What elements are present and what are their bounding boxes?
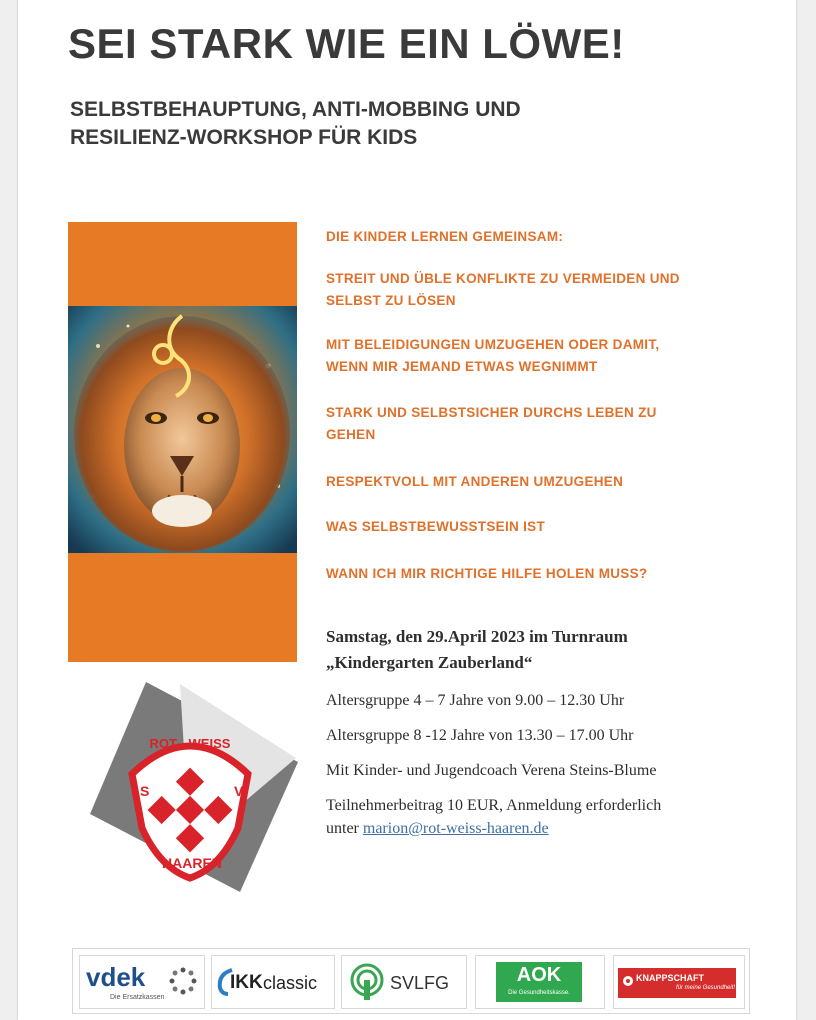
- vdek-ring-icon: [168, 966, 198, 996]
- email-link[interactable]: marion@rot-weiss-haaren.de: [362, 820, 549, 837]
- ikk-logo-bold: IKK: [230, 972, 263, 993]
- club-logo-letter-left: S: [140, 783, 150, 799]
- list-item: WAS SELBSTBEWUSSTSEIN IST: [326, 519, 546, 534]
- club-logo-top-text: ROT - WEISS: [149, 736, 231, 751]
- list-item-line: GEHEN: [326, 427, 376, 442]
- list-item-line: WENN MIR JEMAND ETWAS WEGNIMMT: [326, 359, 598, 374]
- list-item: [326, 334, 736, 378]
- list-item-line: SELBST ZU LÖSEN: [326, 293, 456, 308]
- sponsor-bar: [72, 948, 750, 1014]
- knappschaft-tagline: für meine Gesundheit!: [676, 985, 736, 991]
- knappschaft-circle-icon: [622, 975, 634, 987]
- subtitle-line-2: RESILIENZ-WORKSHOP FÜR KIDS: [70, 126, 418, 149]
- knappschaft-logo-box: [618, 968, 736, 998]
- event-venue-line: „Kindergarten Zauberland“: [326, 653, 533, 672]
- aok-tagline: Die Gesundheitskasse.: [508, 990, 570, 996]
- event-details: [326, 624, 766, 838]
- sponsor-vdek: [79, 955, 205, 1009]
- contact-prefix: unter: [326, 820, 363, 837]
- club-logo-bottom-text: HAAREN: [162, 855, 222, 871]
- orange-panel: [68, 222, 297, 662]
- sponsor-ikk-classic: [211, 955, 335, 1009]
- vdek-tagline: Die Ersatzkassen: [110, 994, 165, 1001]
- vdek-logo-text: vdek: [86, 962, 146, 992]
- event-date-line: Samstag, den 29.April 2023 im Turnraum: [326, 627, 628, 646]
- lion-illustration: [68, 306, 297, 553]
- page-subtitle: [70, 96, 670, 152]
- learning-heading: DIE KINDER LERNEN GEMEINSAM:: [326, 229, 564, 244]
- sponsor-knappschaft: [613, 955, 745, 1009]
- flyer-page: [18, 0, 796, 1020]
- age-group-2: Altersgruppe 8 -12 Jahre von 13.30 – 17.00 Uhr: [326, 727, 634, 744]
- list-item-line: STARK UND SELBSTSICHER DURCHS LEBEN ZU: [326, 405, 657, 420]
- svlfg-leaf-icon: [350, 960, 384, 1004]
- list-item: [326, 402, 736, 446]
- aok-logo-box: [496, 962, 582, 1002]
- knappschaft-logo-text: KNAPPSCHAFT: [636, 973, 705, 983]
- aok-logo-text: AOK: [516, 964, 562, 986]
- age-group-1: Altersgruppe 4 – 7 Jahre von 9.00 – 12.30 Uhr: [326, 692, 625, 709]
- list-item-line: STREIT UND ÜBLE KONFLIKTE ZU VERMEIDEN UND: [326, 271, 680, 286]
- coach-line: Mit Kinder- und Jugendcoach Verena Steins-Blume: [326, 762, 657, 779]
- list-item-line: MIT BELEIDIGUNGEN UMZUGEHEN ODER DAMIT,: [326, 337, 660, 352]
- ikk-logo-rest: classic: [263, 973, 318, 993]
- sponsor-svlfg: [341, 955, 467, 1009]
- svlfg-logo-text: SVLFG: [390, 973, 450, 993]
- contact-line: [326, 820, 766, 838]
- list-item: RESPEKTVOLL MIT ANDEREN UMZUGEHEN: [326, 474, 624, 489]
- fee-line: Teilnehmerbeitrag 10 EUR, Anmeldung erforderlich: [326, 797, 662, 814]
- subtitle-line-1: SELBSTBEHAUPTUNG, ANTI-MOBBING UND: [70, 98, 521, 121]
- page-title: SEI STARK WIE EIN LÖWE!: [68, 20, 625, 67]
- club-logo-letter-right: V: [234, 783, 244, 799]
- list-item: [326, 268, 736, 312]
- list-item: WANN ICH MIR RICHTIGE HILFE HOLEN MUSS?: [326, 566, 648, 581]
- sponsor-aok: [475, 955, 605, 1009]
- club-logo: [70, 678, 310, 896]
